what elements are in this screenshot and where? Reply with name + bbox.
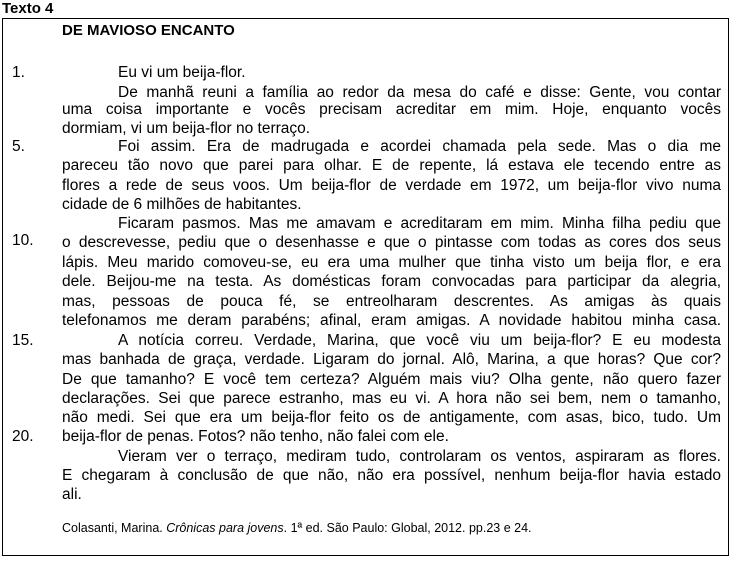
text-line: mas banhada de graça, verdade. Ligaram do jornal. Alô, Marina, a que horas? Que cor? [62, 351, 721, 368]
text-line: uma coisa importante e vocês precisam acreditar em mim. Hoje, enquanto vocês [62, 101, 721, 118]
text-line: Foi assim. Era de madrugada e acordei chamada pela sede. Mas o dia me [118, 138, 721, 155]
text-line: Ficaram pasmos. Mas me amavam e acreditaram em mim. Minha filha pediu que [118, 215, 721, 232]
text-line: dele. Beijou-me na testa. As domésticas foram convocadas para participar da alegria, [62, 273, 721, 290]
text-line: A notícia correu. Verdade, Marina, que você viu um beija-flor? E eu modesta [118, 332, 721, 349]
text-line: cidade de 6 milhões de habitantes. [62, 196, 302, 213]
citation [62, 521, 532, 535]
text-label: Texto 4 [2, 0, 54, 17]
text-line: dormiam, vi um beija-flor no terraço. [62, 120, 311, 137]
line-number: 20. [12, 428, 34, 445]
text-line: beija-flor de penas. Fotos? não tenho, não falei com ele. [62, 428, 449, 445]
text-title: DE MAVIOSO ENCANTO [62, 22, 235, 39]
text-line: lápis. Meu marido comoveu-se, eu era uma mulher que tinha visto um beija flor, e era [62, 254, 721, 271]
text-line: ali. [62, 486, 82, 503]
line-number: 10. [12, 232, 34, 249]
text-line: pareceu tão novo que parei para olhar. E de repente, lá estava ele tecendo entre as [62, 157, 721, 174]
line-number: 15. [12, 332, 34, 349]
text-line: E chegaram à conclusão de que não, não era possível, nenhum beija-flor havia estado [62, 467, 721, 484]
citation-work: Crônicas para jovens [166, 521, 284, 535]
text-line: não medi. Sei que era um beija-flor feito os de antigamente, com asas, bico, tudo. Um [62, 409, 721, 426]
text-line: o descrevesse, pediu que o desenhasse e que o pintasse com todas as cores dos seus [62, 234, 721, 251]
text-line: Eu vi um beija-flor. [118, 64, 246, 81]
text-line: flores a rede de seus voos. Um beija-flor de verdade em 1972, um beija-flor vivo numa [62, 177, 721, 194]
citation-author: Colasanti, Marina. [62, 521, 167, 535]
citation-details: . 1ª ed. São Paulo: Global, 2012. pp.23 e 24. [283, 521, 532, 535]
text-line: mas, pessoas de pouca fé, se entreolharam descrentes. As amigas às quais [62, 293, 721, 310]
text-line: telefonamos me deram parabéns; afinal, eram amigas. A novidade habitou minha casa. [62, 312, 721, 329]
line-number: 5. [12, 138, 25, 155]
text-line: De manhã reuni a família ao redor da mesa do café e disse: Gente, vou contar [118, 84, 721, 101]
text-line: declarações. Sei que parece estranho, mas eu vi. A hora não sei bem, nem o tamanho, [62, 390, 721, 407]
line-number: 1. [12, 64, 25, 81]
text-line: De que tamanho? E você tem certeza? Alguém mais viu? Olha gente, não quero fazer [62, 371, 721, 388]
text-line: Vieram ver o terraço, mediram tudo, controlaram os ventos, aspiraram as flores. [118, 448, 721, 465]
